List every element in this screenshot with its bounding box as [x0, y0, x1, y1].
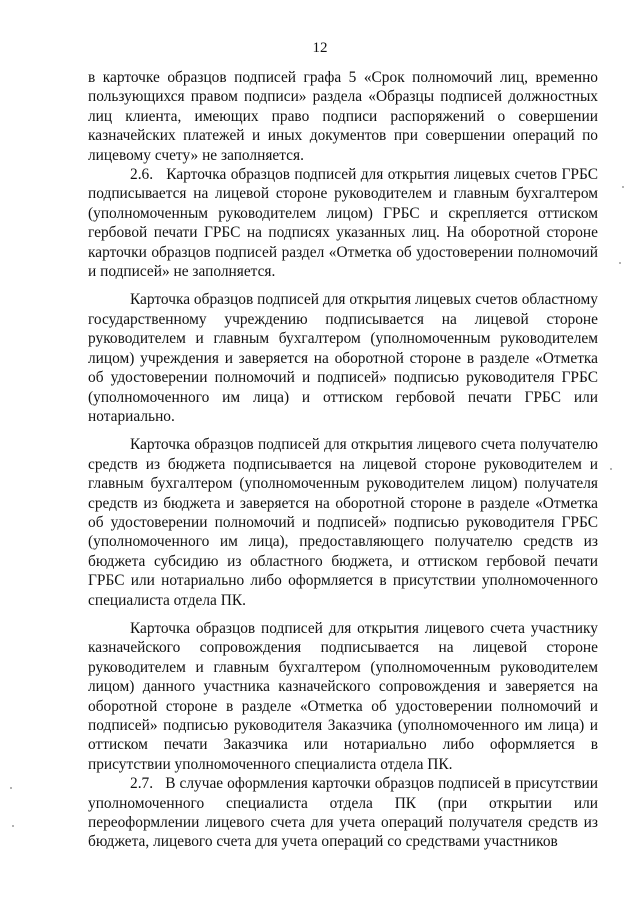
scan-speck [610, 468, 612, 470]
paragraph-budget-recipient: Карточка образцов подписей для открытия лицевого счета получателю средств из бюджета подписывается на лицевой стороне руководителем и главным бухгалтером (уполномоченным руководителем лицом) получателя средств из бюджета и заверяется на оборотной стороне в разделе «Отметка об удостоверении полномочий и подписей» подписью руководителя ГРБС (уполномоченного им лица), предоставляющего получателю средств из бюджета субсидию из областного бюджета, и оттиском гербовой печати ГРБС или нотариально либо оформляется в присутствии уполномоченного специалиста отдела ПК. [88, 436, 598, 609]
paragraph-continuation: в карточке образцов подписей графа 5 «Срок полномочий лиц, временно пользующихся правом подписи» раздела «Образцы подписей должностных лиц клиента, имеющих право подписи распоряжений о совершении казначейских платежей и иных документов при совершении операций по лицевому счету» не заполняется. [88, 69, 598, 164]
scan-speck [10, 787, 12, 789]
scan-speck [622, 186, 624, 188]
document-body [88, 68, 598, 852]
page-number: 12 [312, 40, 328, 56]
paragraph-treasury-support-participant: Карточка образцов подписей для открытия лицевого счета участнику казначейского сопровождения подписывается на лицевой стороне руководителем и главным бухгалтером (уполномоченным руководителем лицом) данного участника казначейского сопровождения и заверяется на оборотной стороне в разделе «Отметка об удостоверении полномочий и подписей» подписью руководителя Заказчика (уполномоченного им лица) и оттиском печати Заказчика или нотариально либо оформляется в присутствии уполномоченного специалиста отдела ПК. [88, 619, 598, 773]
paragraph-clause-2-7: 2.7. В случае оформления карточки образцов подписей в присутствии уполномоченного специалиста отдела ПК (при открытии или переоформлении лицевого счета для учета операций получателя средств из бюджета, лицевого счета для учета операций со средствами участников [88, 775, 598, 851]
scan-speck [619, 262, 621, 264]
scan-speck [12, 825, 14, 827]
paragraph-regional-institution: Карточка образцов подписей для открытия лицевых счетов областному государственному учреждению подписывается на лицевой стороне руководителем и главным бухгалтером (уполномоченным руководителем лицом) учреждения и заверяется на оборотной стороне в разделе «Отметка об удостоверении полномочий и подписей» подписью руководителя ГРБС (уполномоченного им лица) и оттиском гербовой печати ГРБС или нотариально. [88, 291, 598, 425]
paragraph-clause-2-6: 2.6. Карточка образцов подписей для открытия лицевых счетов ГРБС подписывается на лицевой стороне руководителем и главным бухгалтером (уполномоченным руководителем лицом) ГРБС и скрепляется оттиском гербовой печати ГРБС на подписях указанных лиц. На оборотной стороне карточки образцов подписей раздел «Отметка об удостоверении полномочий и подписей» не заполняется. [88, 166, 598, 281]
